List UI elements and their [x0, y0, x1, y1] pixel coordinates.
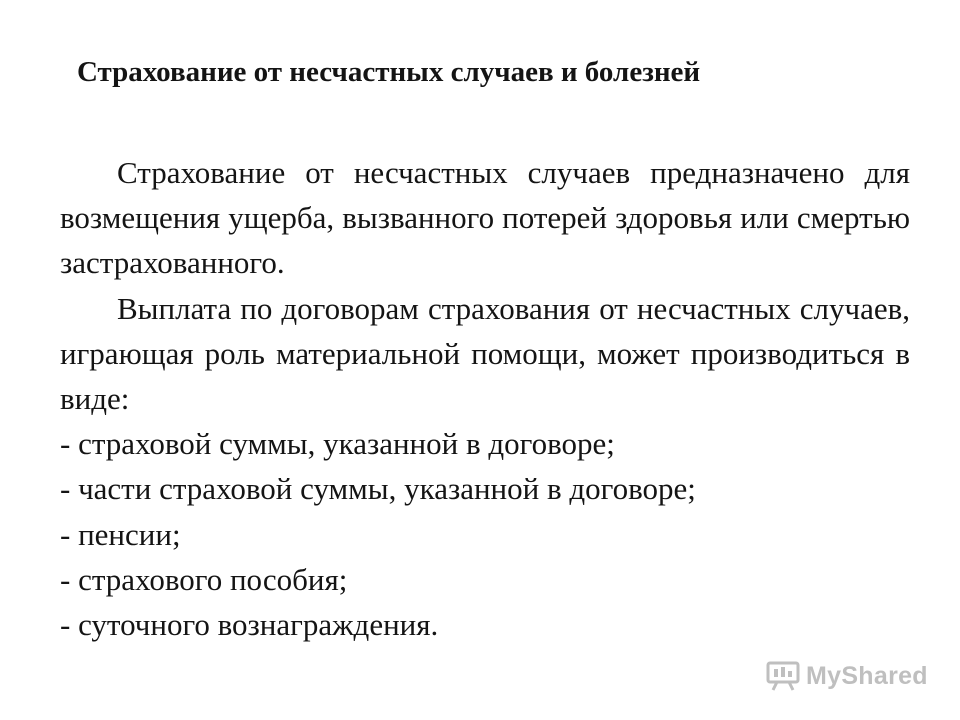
list-item: - пенсии;: [60, 516, 181, 552]
list-item: - страховой суммы, указанной в договоре;: [60, 426, 615, 462]
presentation-board-icon: [766, 661, 800, 691]
list-item: - страхового пособия;: [60, 561, 348, 597]
list-item: - суточного вознаграждения.: [60, 607, 439, 643]
slide-title: Страхование от несчастных случаев и болезней: [77, 56, 701, 88]
paragraph-definition: Страхование от несчастных случаев предназначено для возмещения ущерба, вызванного потерей здоровья или смертью застрахованного.: [60, 155, 910, 281]
watermark-text: MyShared: [806, 661, 928, 690]
list-item: - части страховой суммы, указанной в договоре;: [60, 471, 696, 507]
slide-body: [60, 150, 910, 647]
paragraph-payment: Выплата по договорам страхования от несчастных случаев, играющая роль материальной помощи, может производиться в виде:: [60, 290, 910, 417]
myshared-watermark: [766, 656, 928, 696]
